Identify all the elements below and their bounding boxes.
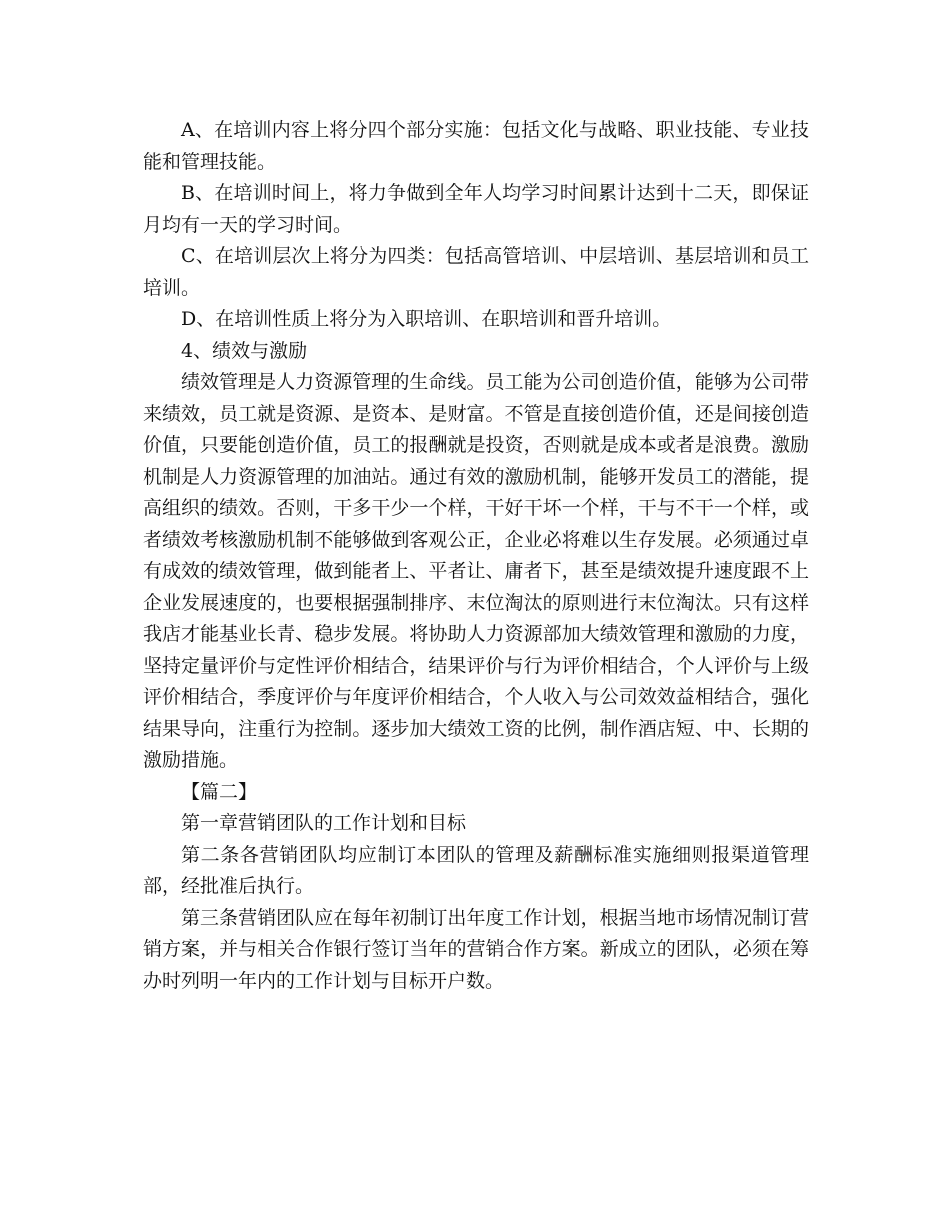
document-body (143, 115, 809, 997)
article-two-paragraph: 第二条各营销团队均应制订本团队的管理及薪酬标准实施细则报渠道管理部，经批准后执行。 (143, 843, 809, 897)
training-content-paragraph: A、在培训内容上将分四个部分实施：包括文化与战略、职业技能、专业技能和管理技能。 (143, 119, 809, 173)
article-three-paragraph: 第三条营销团队应在每年初制订出年度工作计划，根据当地市场情况制订营销方案，并与相关合作银行签订当年的营销合作方案。新成立的团队，必须在筹办时列明一年内的工作计划与目标开户数。 (143, 906, 809, 992)
performance-paragraph: 绩效管理是人力资源管理的生命线。员工能为公司创造价值，能够为公司带来绩效，员工就是资源、是资本、是财富。不管是直接创造价值，还是间接创造价值，只要能创造价值，员工的报酬就是投资，否则就是成本或者是浪费。激励机制是人力资源管理的加油站。通过有效的激励机制，能够开发员工的潜能，提高组织的绩效。否则，干多干少一个样，干好干坏一个样，干与不干一个样，或者绩效考核激励机制不能够做到客观公正，企业必将难以生存发展。必须通过卓有成效的绩效管理，做到能者上、平者让、庸者下，甚至是绩效提升速度跟不上企业发展速度的，也要根据强制排序、末位淘汰的原则进行末位淘汰。只有这样我店才能基业长青、稳步发展。将协助人力资源部加大绩效管理和激励的力度，坚持定量评价与定性评价相结合，结果评价与行为评价相结合，个人评价与上级评价相结合，季度评价与年度评价相结合，个人收入与公司效效益相结合，强化结果导向，注重行为控制。逐步加大绩效工资的比例，制作酒店短、中、长期的激励措施。 (143, 371, 809, 771)
chapter-one-heading: 第一章营销团队的工作计划和目标 (181, 812, 467, 834)
section-heading-performance: 4、绩效与激励 (181, 339, 308, 362)
training-time-paragraph: B、在培训时间上，将力争做到全年人均学习时间累计达到十二天，即保证月均有一天的学习时间。 (143, 182, 809, 236)
part-two-heading: 【篇二】 (181, 780, 258, 803)
training-nature-paragraph: D、在培训性质上将分为入职培训、在职培训和晋升培训。 (181, 308, 672, 330)
training-level-paragraph: C、在培训层次上将分为四类：包括高管培训、中层培训、基层培训和员工培训。 (143, 245, 809, 299)
